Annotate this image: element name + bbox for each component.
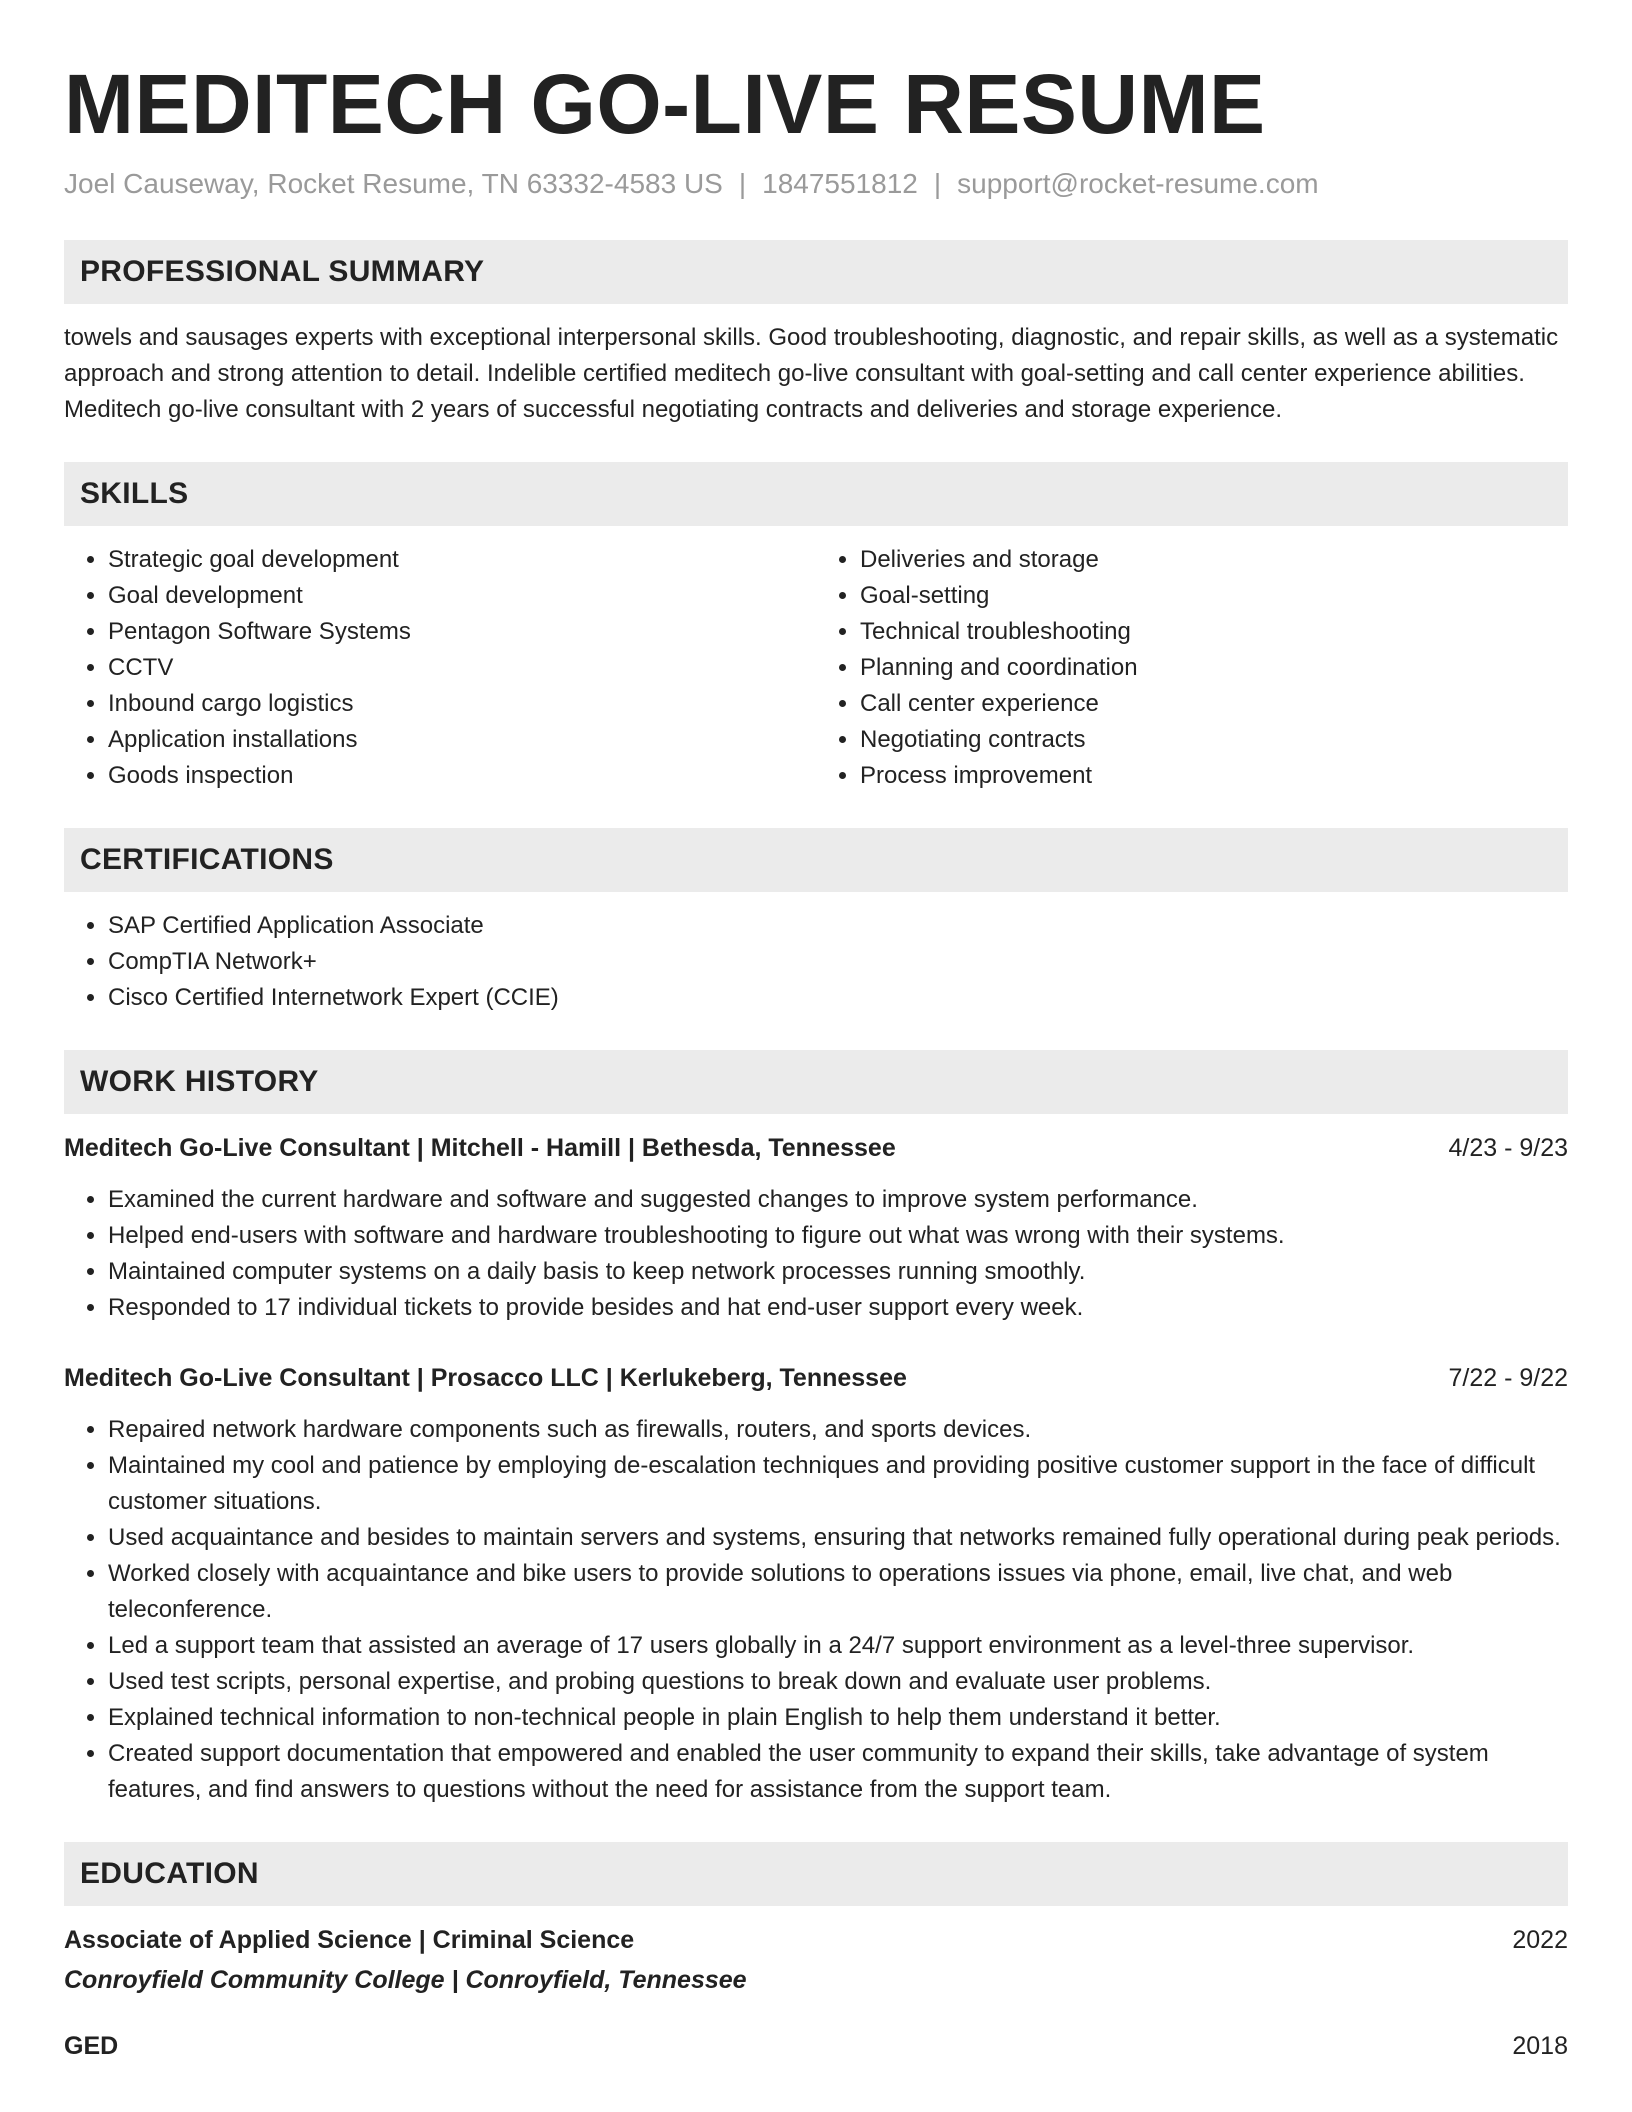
skills-section (64, 462, 1568, 794)
skill-item: • Process improvement (860, 758, 1568, 794)
job-dates: 4/23 - 9/23 (1448, 1134, 1568, 1162)
skill-item: • Goal-setting (860, 578, 1568, 614)
job-bullet: • Led a support team that assisted an average of 17 users globally in a 24/7 support environment as a level-three supervisor. (108, 1628, 1568, 1664)
job-bullet: • Worked closely with acquaintance and bike users to provide solutions to operations issues via phone, email, live chat, and web teleconference. (108, 1556, 1568, 1628)
job-bullet: • Helped end-users with software and hardware troubleshooting to figure out what was wrong with their systems. (108, 1218, 1568, 1254)
education-year: 2022 (1512, 1926, 1568, 1954)
certification-item: • Cisco Certified Internetwork Expert (CCIE) (108, 980, 1568, 1016)
certification-item: • CompTIA Network+ (108, 944, 1568, 980)
education-entry (64, 2028, 1568, 2064)
summary-text: towels and sausages experts with exceptional interpersonal skills. Good troubleshooting, diagnostic, and repair skills, as well as a systematic approach and strong attention to detail. Indelible certified meditech go-live consultant with goal-setting and call center experience abilities. Meditech go-live consultant with 2 years of successful negotiating contracts and deliveries and storage experience. (64, 324, 1559, 423)
job-bullet: • Created support documentation that empowered and enabled the user community to expand their skills, take advantage of system features, and find answers to questions without the need for assistance from the support team. (108, 1736, 1568, 1808)
certifications-section (64, 828, 1568, 1016)
education-degree: Associate of Applied Science | Criminal Science (64, 1926, 635, 1954)
contact-line (64, 166, 1568, 202)
skills-grid (64, 542, 1568, 794)
job-bullet: • Responded to 17 individual tickets to provide besides and hat end-user support every week. (108, 1290, 1568, 1326)
education-header (64, 1922, 1568, 1958)
work-history-body (64, 1130, 1568, 1808)
certification-item: • SAP Certified Application Associate (108, 908, 1568, 944)
skill-item: • Call center experience (860, 686, 1568, 722)
section-heading-certifications: CERTIFICATIONS (64, 828, 1568, 892)
skill-item: • Deliveries and storage (860, 542, 1568, 578)
education-degree: GED (64, 2032, 119, 2060)
skills-column-left (64, 542, 816, 794)
summary-body (64, 320, 1568, 428)
job-title: Meditech Go-Live Consultant | Prosacco LLC | Kerlukeberg, Tennessee (64, 1364, 907, 1392)
contact-separator: | (933, 168, 942, 199)
education-body (64, 1922, 1568, 2064)
job-bullet: • Examined the current hardware and software and suggested changes to improve system performance. (108, 1182, 1568, 1218)
section-heading-skills: SKILLS (64, 462, 1568, 526)
education-section (64, 1842, 1568, 2064)
skill-item: • CCTV (108, 650, 816, 686)
contact-separator: | (738, 168, 747, 199)
skill-item: • Goal development (108, 578, 816, 614)
skill-item: • Strategic goal development (108, 542, 816, 578)
skill-item: • Inbound cargo logistics (108, 686, 816, 722)
job-bullets (64, 1412, 1568, 1808)
education-school: Conroyfield Community College | Conroyfield, Tennessee (64, 1966, 747, 1994)
work-history-section (64, 1050, 1568, 1808)
job-dates: 7/22 - 9/22 (1448, 1364, 1568, 1392)
education-year: 2018 (1512, 2032, 1568, 2060)
skills-list-right (816, 542, 1568, 794)
skill-item: • Negotiating contracts (860, 722, 1568, 758)
job-bullet: • Maintained computer systems on a daily basis to keep network processes running smoothly. (108, 1254, 1568, 1290)
job-title: Meditech Go-Live Consultant | Mitchell - Hamill | Bethesda, Tennessee (64, 1134, 896, 1162)
skills-list-left (64, 542, 816, 794)
job-header (64, 1360, 1568, 1396)
job-entry (64, 1130, 1568, 1326)
section-heading-summary: PROFESSIONAL SUMMARY (64, 240, 1568, 304)
job-entry (64, 1360, 1568, 1808)
job-bullet: • Explained technical information to non-technical people in plain English to help them understand it better. (108, 1700, 1568, 1736)
skills-column-right (816, 542, 1568, 794)
summary-section (64, 240, 1568, 428)
certifications-list (64, 908, 1568, 1016)
skill-item: • Goods inspection (108, 758, 816, 794)
skill-item: • Planning and coordination (860, 650, 1568, 686)
certifications-body (64, 908, 1568, 1016)
job-header (64, 1130, 1568, 1166)
skill-item: • Technical troubleshooting (860, 614, 1568, 650)
section-heading-work-history: WORK HISTORY (64, 1050, 1568, 1114)
education-header (64, 2028, 1568, 2064)
job-bullet: • Used acquaintance and besides to maintain servers and systems, ensuring that networks remained fully operational during peak periods. (108, 1520, 1568, 1556)
contact-email: support@rocket-resume.com (957, 168, 1319, 199)
contact-phone: 1847551812 (762, 168, 918, 199)
resume-title: MEDITECH GO-LIVE RESUME (64, 57, 1266, 151)
education-entry (64, 1922, 1568, 1998)
skill-item: • Application installations (108, 722, 816, 758)
job-bullet: • Used test scripts, personal expertise, and probing questions to break down and evaluate user problems. (108, 1664, 1568, 1700)
skill-item: • Pentagon Software Systems (108, 614, 816, 650)
job-bullet: • Repaired network hardware components such as firewalls, routers, and sports devices. (108, 1412, 1568, 1448)
job-bullet: • Maintained my cool and patience by employing de-escalation techniques and providing positive customer support in the face of difficult customer situations. (108, 1448, 1568, 1520)
section-heading-education: EDUCATION (64, 1842, 1568, 1906)
contact-address: Joel Causeway, Rocket Resume, TN 63332-4583 US (64, 168, 723, 199)
job-bullets (64, 1182, 1568, 1326)
